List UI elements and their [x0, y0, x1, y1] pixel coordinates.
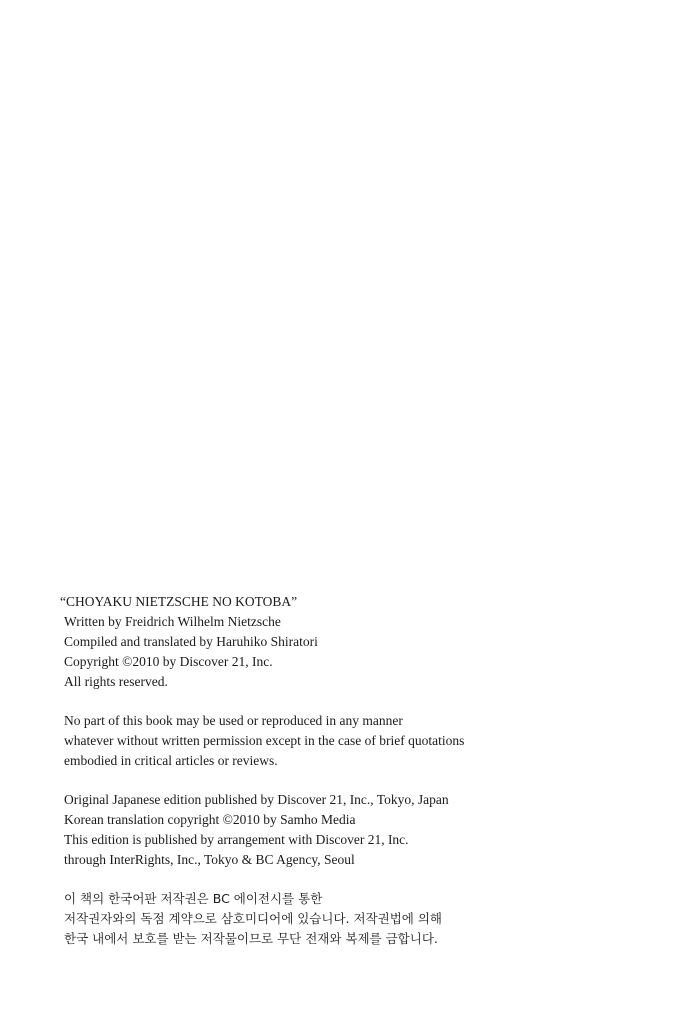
korean-notice-section — [64, 889, 664, 949]
edition-line: This edition is published by arrangement with Discover 21, Inc. — [64, 832, 409, 847]
section-spacer — [64, 870, 664, 889]
copyright-page — [60, 592, 664, 949]
korean-notice-line: 저작권자와의 독점 계약으로 삼호미디어에 있습니다. 저작권법에 의해 — [64, 911, 442, 926]
translator-credit: Compiled and translated by Haruhiko Shiratori — [64, 634, 318, 649]
permission-line: No part of this book may be used or reproduced in any manner — [64, 713, 403, 728]
credits-section — [60, 592, 664, 692]
permission-line: embodied in critical articles or reviews. — [64, 753, 278, 768]
edition-section — [64, 790, 664, 870]
permission-section — [64, 711, 664, 771]
book-original-title: “CHOYAKU NIETZSCHE NO KOTOBA” — [60, 594, 298, 609]
edition-line: through InterRights, Inc., Tokyo & BC Agency, Seoul — [64, 852, 355, 867]
section-spacer — [64, 692, 664, 711]
author-credit: Written by Freidrich Wilhelm Nietzsche — [64, 614, 281, 629]
rights-reserved: All rights reserved. — [64, 674, 168, 689]
copyright-line: Copyright ©2010 by Discover 21, Inc. — [64, 654, 273, 669]
edition-line: Original Japanese edition published by Discover 21, Inc., Tokyo, Japan — [64, 792, 449, 807]
section-spacer — [64, 771, 664, 790]
korean-notice-line: 이 책의 한국어판 저작권은 BC 에이전시를 통한 — [64, 891, 323, 906]
korean-notice-line: 한국 내에서 보호를 받는 저작물이므로 무단 전재와 복제를 금합니다. — [64, 931, 438, 946]
permission-line: whatever without written permission except in the case of brief quotations — [64, 733, 465, 748]
edition-line: Korean translation copyright ©2010 by Samho Media — [64, 812, 356, 827]
